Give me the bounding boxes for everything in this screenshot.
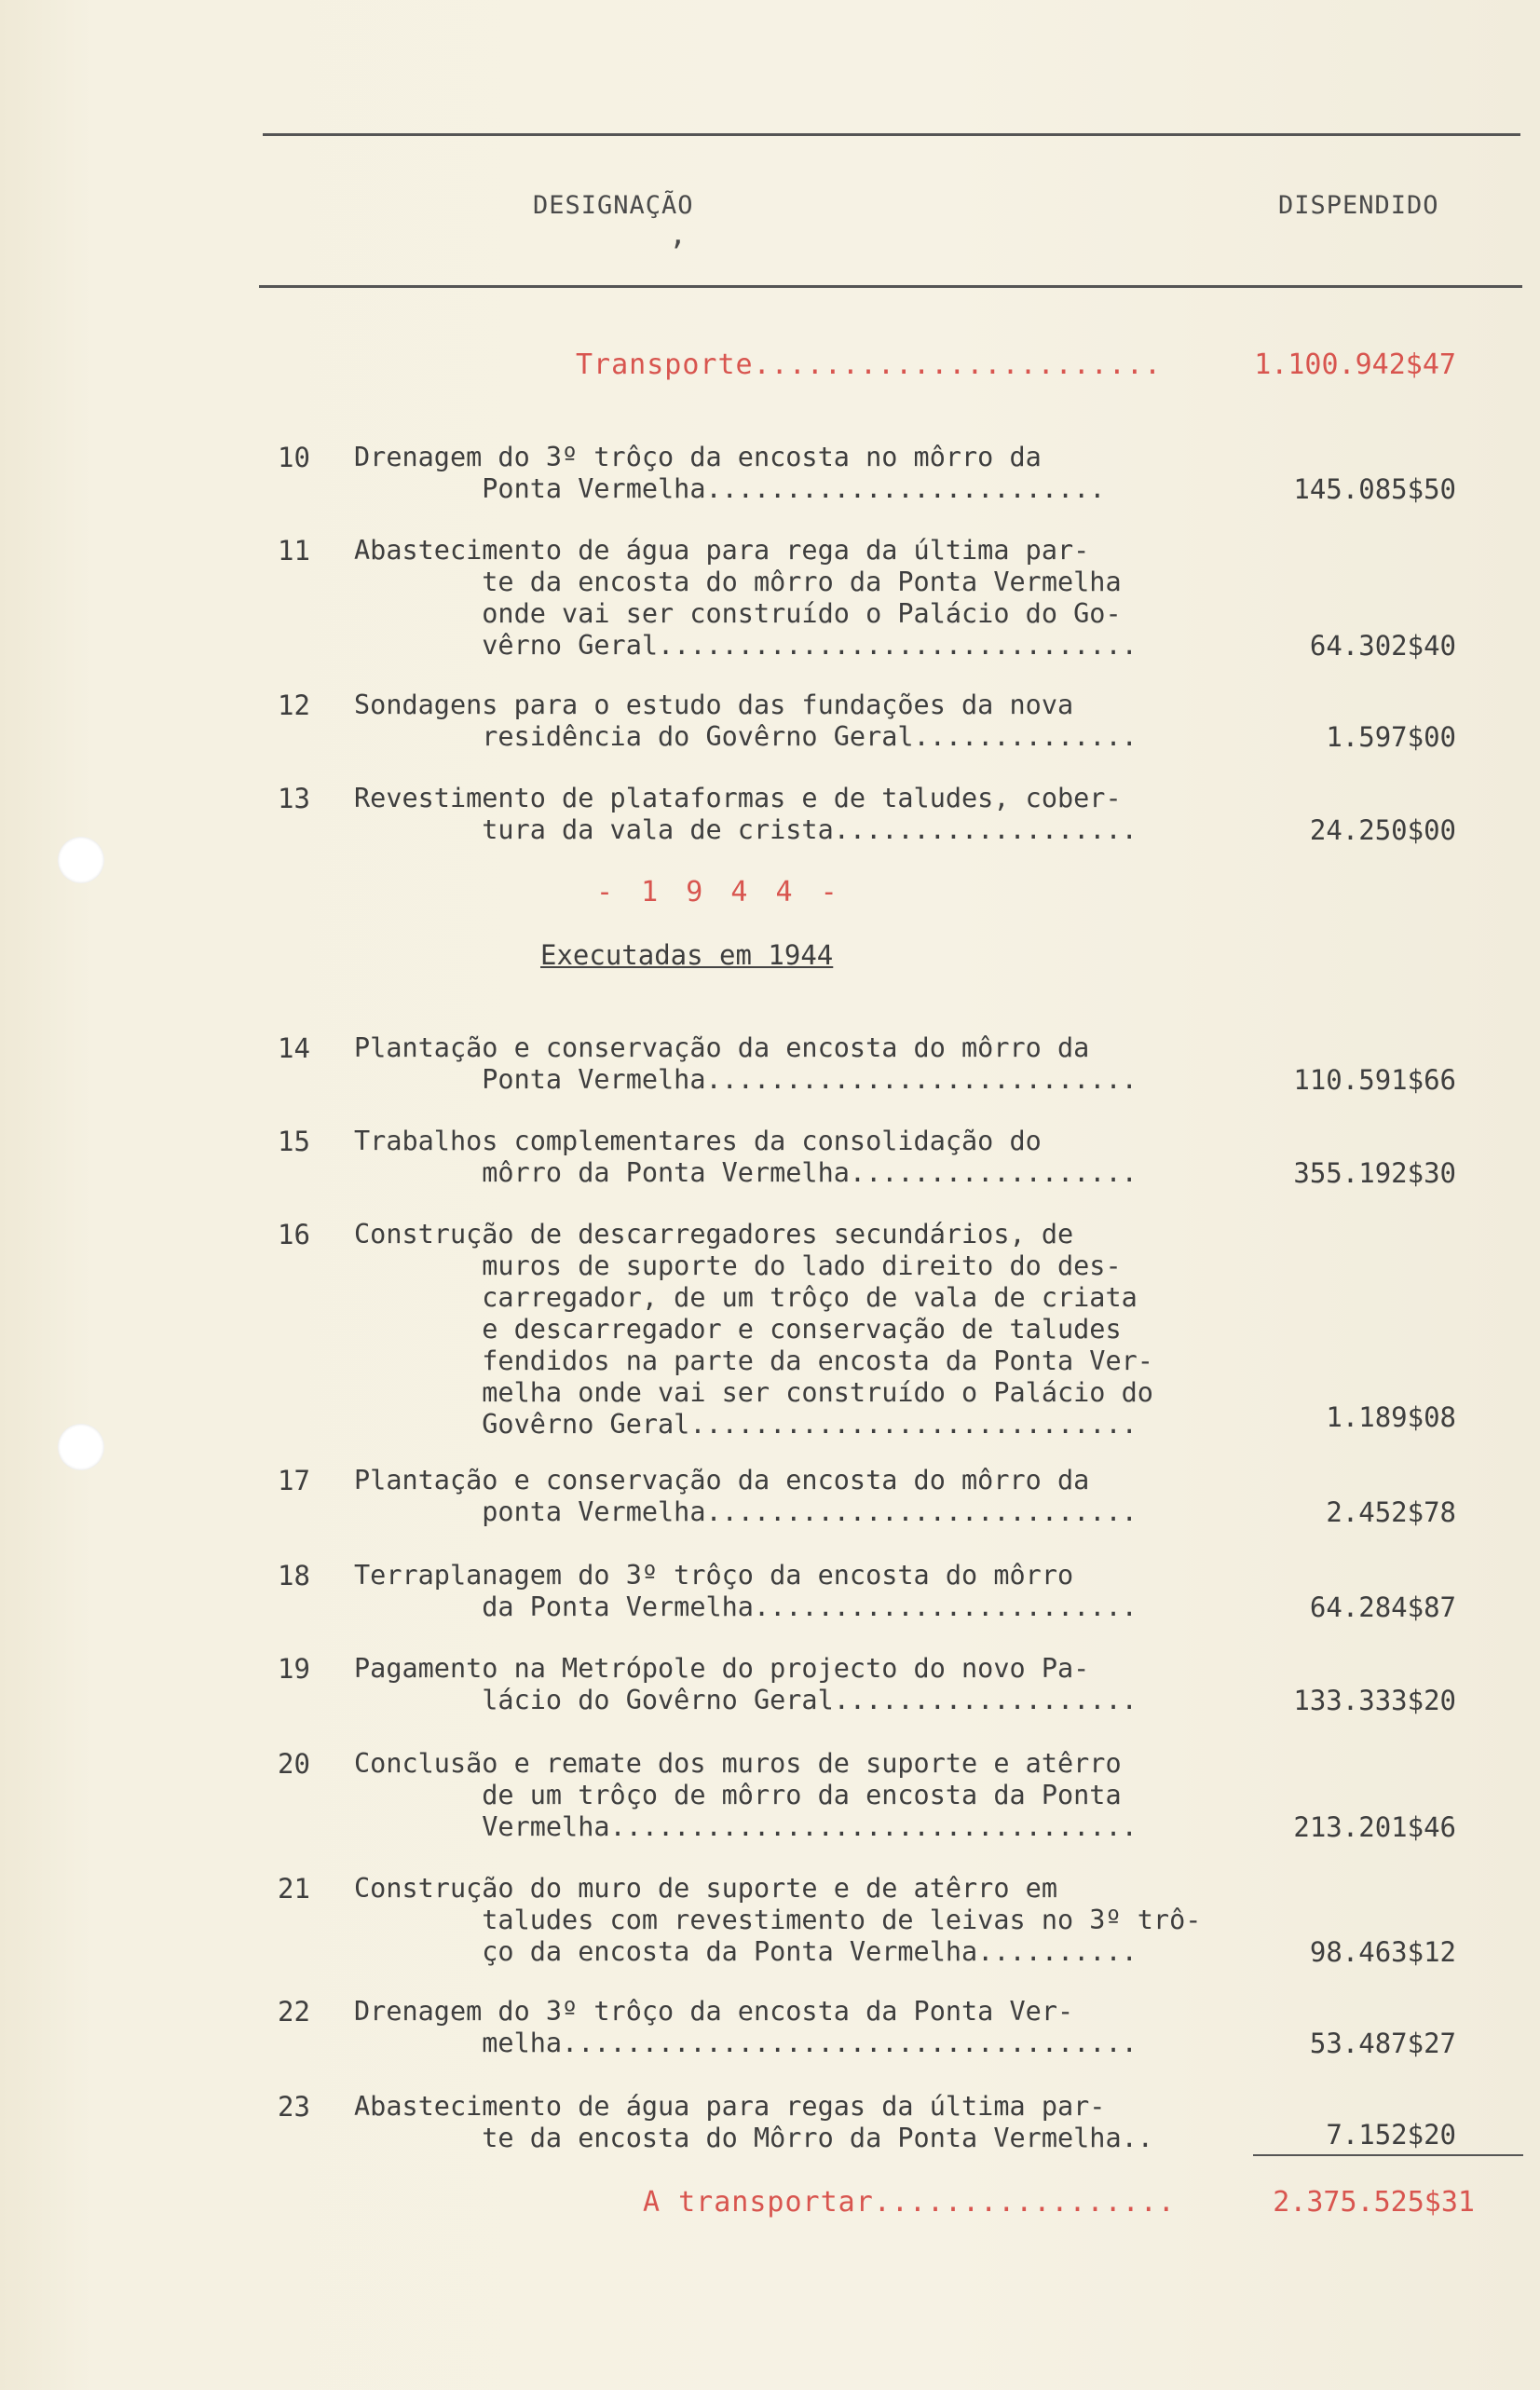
item-amount: 7.152$20 [1326,2119,1456,2151]
punch-hole-top [58,837,104,883]
item-description: Construção de descarregadores secundários, de muros de suporte do lado direito do des- carregador, de um trôço de vala de criata e descarregador e conservação de taludes fendidos na parte da encosta da Ponta Ver- melha onde vai ser construído o Palácio do Govêrno Geral............................ [354,1219,1153,1440]
item-amount: 110.591$66 [1293,1064,1456,1096]
item-amount: 355.192$30 [1293,1157,1456,1189]
item-number: 11 [278,535,310,567]
item-amount: 24.250$00 [1309,814,1456,846]
section-heading: Executadas em 1944 [540,939,834,971]
item-amount: 145.085$50 [1293,473,1456,505]
header-mark: , [669,216,688,252]
item-description: Pagamento na Metrópole do projecto do novo Pa- lácio do Govêrno Geral................... [354,1653,1138,1715]
item-amount: 1.597$00 [1326,721,1456,753]
item-amount: 98.463$12 [1309,1936,1456,1968]
transport-label: Transporte....................... [576,348,1163,381]
item-number: 14 [278,1032,310,1064]
item-description: Abastecimento de água para rega da última par- te da encosta do môrro da Ponta Vermelha onde vai ser construído o Palácio do Go- vêrno Geral.............................. [354,535,1138,661]
item-amount: 53.487$27 [1309,2028,1456,2059]
header-designation: DESIGNAÇÃO [533,191,694,220]
item-amount: 2.452$78 [1326,1496,1456,1528]
item-amount: 64.284$87 [1309,1591,1456,1623]
item-number: 19 [278,1653,310,1685]
item-number: 20 [278,1748,310,1780]
item-description: Plantação e conservação da encosta do môrro da Ponta Vermelha........................... [354,1032,1138,1095]
header-rule [259,285,1522,288]
top-rule [263,133,1520,136]
item-description: Abastecimento de água para regas da última par- te da encosta do Môrro da Ponta Vermelha.. [354,2091,1153,2153]
item-amount: 1.189$08 [1326,1401,1456,1433]
sum-rule [1253,2154,1523,2156]
item-description: Drenagem do 3º trôço da encosta no môrro da Ponta Vermelha......................... [354,442,1106,504]
item-description: Plantação e conservação da encosta do môrro da ponta Vermelha........................... [354,1465,1138,1527]
item-number: 12 [278,690,310,721]
year-heading: - 1 9 4 4 - [596,876,843,908]
to-transport-label: A transportar................. [643,2186,1176,2219]
item-amount: 213.201$46 [1293,1811,1456,1843]
item-description: Construção do muro de suporte e de atêrro em taludes com revestimento de leivas no 3º trô- ço da encosta da Ponta Vermelha.......... [354,1873,1202,1967]
item-amount: 64.302$40 [1309,630,1456,662]
item-number: 17 [278,1465,310,1496]
item-number: 10 [278,442,310,473]
item-description: Terraplanagem do 3º trôço da encosta do môrro da Ponta Vermelha........................ [354,1560,1138,1622]
to-transport-amount: 2.375.525$31 [1273,2186,1475,2219]
item-description: Revestimento de plataformas e de taludes, cober- tura da vala de crista................... [354,783,1138,845]
item-number: 21 [278,1873,310,1905]
item-number: 23 [278,2091,310,2123]
transport-amount: 1.100.942$47 [1254,348,1456,381]
item-amount: 133.333$20 [1293,1685,1456,1716]
item-number: 22 [278,1996,310,2028]
punch-hole-bottom [58,1424,104,1470]
item-number: 15 [278,1126,310,1157]
item-description: Conclusão e remate dos muros de suporte e atêrro de um trôço de môrro da encosta da Ponta Vermelha................................. [354,1748,1138,1842]
item-description: Sondagens para o estudo das fundações da nova residência do Govêrno Geral.............. [354,690,1138,752]
item-number: 13 [278,783,310,814]
item-number: 16 [278,1219,310,1250]
header-spent: DISPENDIDO [1278,191,1439,220]
item-number: 18 [278,1560,310,1591]
item-description: Trabalhos complementares da consolidação do môrro da Ponta Vermelha.................. [354,1126,1138,1188]
item-description: Drenagem do 3º trôço da encosta da Ponta Ver- melha.................................... [354,1996,1138,2058]
